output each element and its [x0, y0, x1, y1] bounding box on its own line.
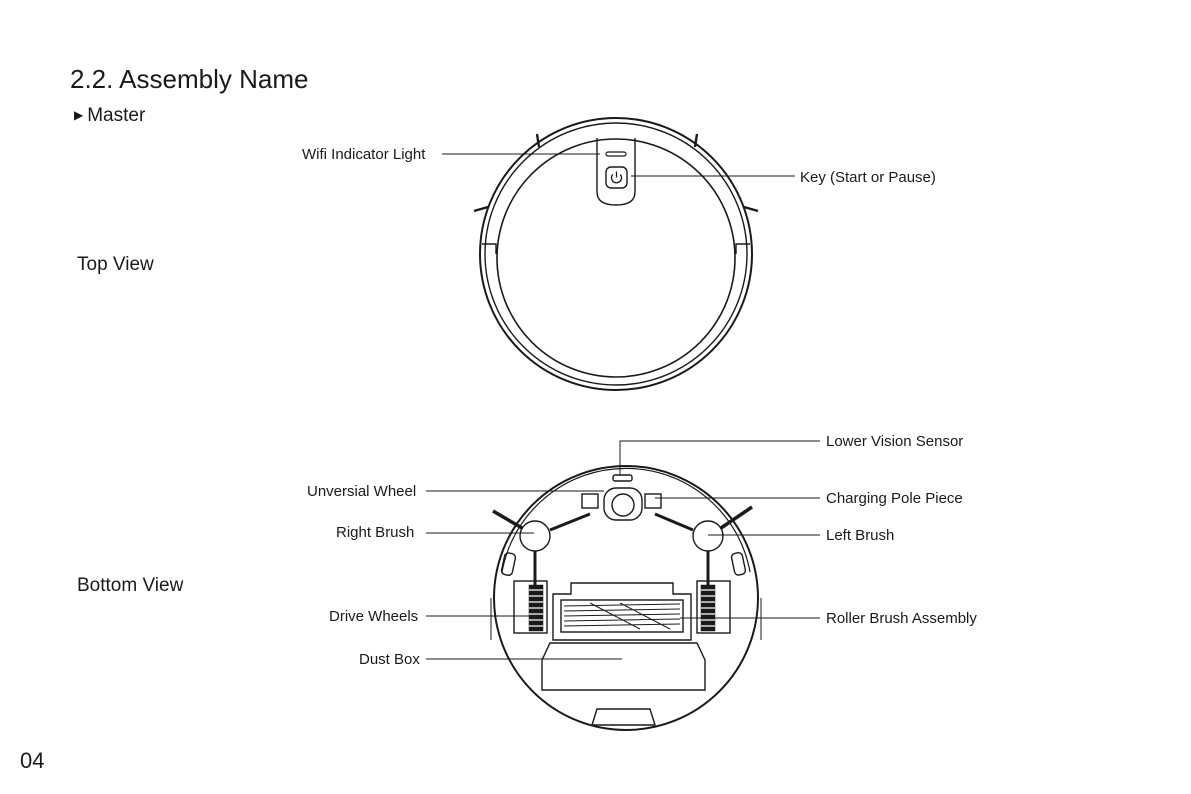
dust-box-label: Dust Box	[359, 651, 420, 668]
charging-pole-piece-label: Charging Pole Piece	[826, 490, 963, 507]
roller-brush-assembly	[553, 583, 691, 640]
drive-wheel-left	[514, 581, 547, 633]
universal-wheel-label: Unversial Wheel	[307, 483, 417, 500]
page-number: 04	[20, 748, 45, 773]
universal-wheel	[604, 488, 642, 520]
charging-pole-piece-left	[582, 494, 598, 508]
robot-bottom-view	[491, 466, 761, 730]
roller-brush-assembly-label: Roller Brush Assembly	[826, 610, 977, 627]
charging-pole-piece-right	[645, 494, 661, 508]
triangle-right-icon: ▶	[74, 108, 84, 122]
wifi-indicator-label: Wifi Indicator Light	[302, 146, 426, 163]
bottom-view-label: Bottom View	[77, 575, 184, 596]
drive-wheel-right	[697, 581, 730, 633]
section-title: 2.2. Assembly Name	[70, 64, 309, 94]
rear-grip	[592, 709, 655, 725]
key-label: Key (Start or Pause)	[800, 169, 936, 186]
right-brush	[493, 511, 590, 585]
top-view-label: Top View	[77, 254, 154, 275]
power-icon[interactable]	[606, 167, 627, 188]
lower-vision-sensor	[613, 475, 632, 481]
right-brush-label: Right Brush	[336, 524, 415, 541]
drive-wheels-label: Drive Wheels	[329, 608, 419, 625]
subsection-label: Master	[87, 105, 146, 126]
left-brush	[655, 507, 752, 585]
robot-top-view	[474, 118, 758, 390]
wifi-indicator-light	[606, 152, 626, 156]
left-brush-label: Left Brush	[826, 527, 895, 544]
dust-box	[542, 643, 705, 690]
top-view-leaders	[442, 154, 795, 176]
lower-vision-sensor-label: Lower Vision Sensor	[826, 433, 964, 450]
